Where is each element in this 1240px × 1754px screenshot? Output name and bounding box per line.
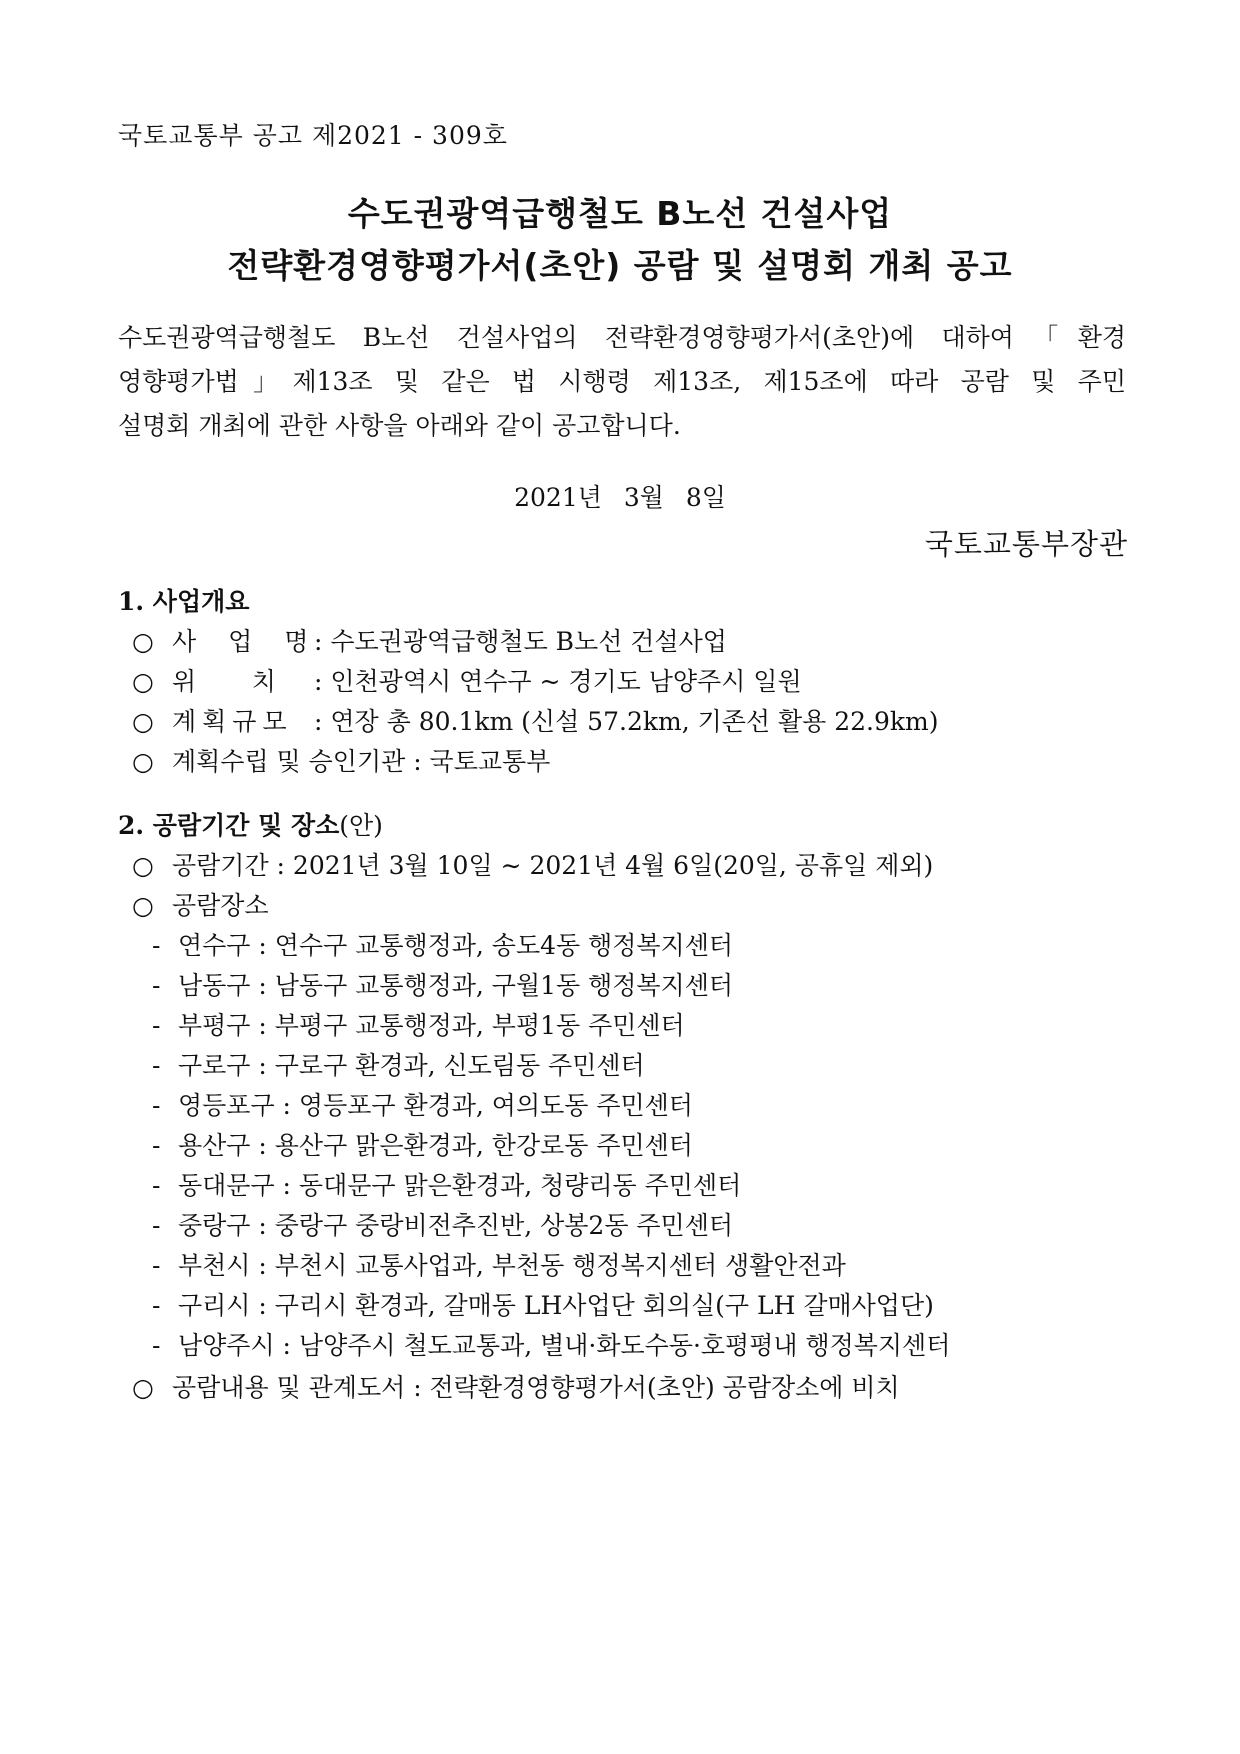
intro-line-2: 영향평가법」제13조 및 같은 법 시행령 제13조, 제15조에 따라 공람 및 주민 [118,367,1126,396]
place-text: 영등포구 : 영등포구 환경과, 여의도동 주민센터 [178,1091,693,1120]
bullet-icon: ○ [132,667,154,696]
item-value: 계획수립 및 승인기관 : 국토교통부 [172,747,551,776]
place-item [152,1126,693,1162]
place-item [152,1206,733,1242]
place-item [152,1006,685,1042]
list-item [132,846,933,882]
section2-heading-text: 2. 공람기간 및 장소 [118,811,340,840]
list-item [132,702,939,738]
list-item [132,742,550,778]
viewing-contents: 공람내용 및 관계도서 : 전략환경영향평가서(초안) 공람장소에 비치 [172,1373,900,1402]
item-value: : 수도권광역급행철도 B노선 건설사업 [314,627,727,656]
bullet-icon: ○ [132,1373,154,1402]
place-text: 남양주시 : 남양주시 철도교통과, 별내·화도수동·호평평내 행정복지센터 [178,1331,951,1360]
place-text: 용산구 : 용산구 맑은환경과, 한강로동 주민센터 [178,1131,693,1160]
notice-date: 2021년 3월 8일 [514,483,726,512]
place-text: 부평구 : 부평구 교통행정과, 부평1동 주민센터 [178,1011,685,1040]
signer: 국토교통부장관 [924,527,1128,561]
section2-heading-suffix: (안) [339,811,383,840]
dash-icon: - [152,1291,161,1320]
intro-line-1: 수도권광역급행철도 B노선 건설사업의 전략환경영향평가서(초안)에 대하여「환경 [118,323,1126,352]
place-text: 구로구 : 구로구 환경과, 신도림동 주민센터 [178,1051,645,1080]
intro-line-3: 설명회 개최에 관한 사항을 아래와 같이 공고합니다. [118,411,681,440]
dash-icon: - [152,1251,161,1280]
item-label: 사 업 명 [172,627,321,656]
place-item [152,1086,693,1122]
item-value: : 인천광역시 연수구 ~ 경기도 남양주시 일원 [314,667,802,696]
bullet-icon: ○ [132,851,154,880]
document-title-line1: 수도권광역급행철도 B노선 건설사업 [347,194,893,233]
place-item [152,1246,846,1282]
place-item [152,966,733,1002]
place-item [152,1326,950,1362]
dash-icon: - [152,1091,161,1120]
section1-heading: 1. 사업개요 [118,587,250,616]
bullet-icon: ○ [132,891,154,920]
bullet-icon: ○ [132,627,154,656]
document-title-line2: 전략환경영향평가서(초안) 공람 및 설명회 개최 공고 [227,246,1013,285]
notice-number: 국토교통부 공고 제2021 - 309호 [118,121,508,150]
dash-icon: - [152,1171,161,1200]
place-item [152,1286,934,1322]
dash-icon: - [152,1211,161,1240]
dash-icon: - [152,971,161,1000]
item-label: 위 치 [172,667,276,696]
place-item [152,1166,741,1202]
section2-heading [118,806,383,842]
dash-icon: - [152,1011,161,1040]
place-text: 동대문구 : 동대문구 맑은환경과, 청량리동 주민센터 [178,1171,742,1200]
list-item [132,1368,900,1404]
viewing-period: 공람기간 : 2021년 3월 10일 ∼ 2021년 4월 6일(20일, 공휴일 제외) [172,851,934,880]
list-item [132,886,269,922]
bullet-icon: ○ [132,707,154,736]
dash-icon: - [152,1051,161,1080]
list-item [132,622,727,658]
place-text: 부천시 : 부천시 교통사업과, 부천동 행정복지센터 생활안전과 [178,1251,846,1280]
place-text: 구리시 : 구리시 환경과, 갈매동 LH사업단 회의실(구 LH 갈매사업단) [178,1291,934,1320]
dash-icon: - [152,931,161,960]
place-text: 연수구 : 연수구 교통행정과, 송도4동 행정복지센터 [178,931,734,960]
place-item [152,926,733,962]
place-item [152,1046,645,1082]
viewing-places-label: 공람장소 [172,891,269,920]
place-text: 중랑구 : 중랑구 중랑비전추진반, 상봉2동 주민센터 [178,1211,734,1240]
list-item [132,662,802,698]
bullet-icon: ○ [132,747,154,776]
place-text: 남동구 : 남동구 교통행정과, 구월1동 행정복지센터 [178,971,734,1000]
dash-icon: - [152,1331,161,1360]
item-label: 계획규모 [172,707,293,736]
item-value: : 연장 총 80.1km (신설 57.2km, 기존선 활용 22.9km) [314,707,939,736]
dash-icon: - [152,1131,161,1160]
